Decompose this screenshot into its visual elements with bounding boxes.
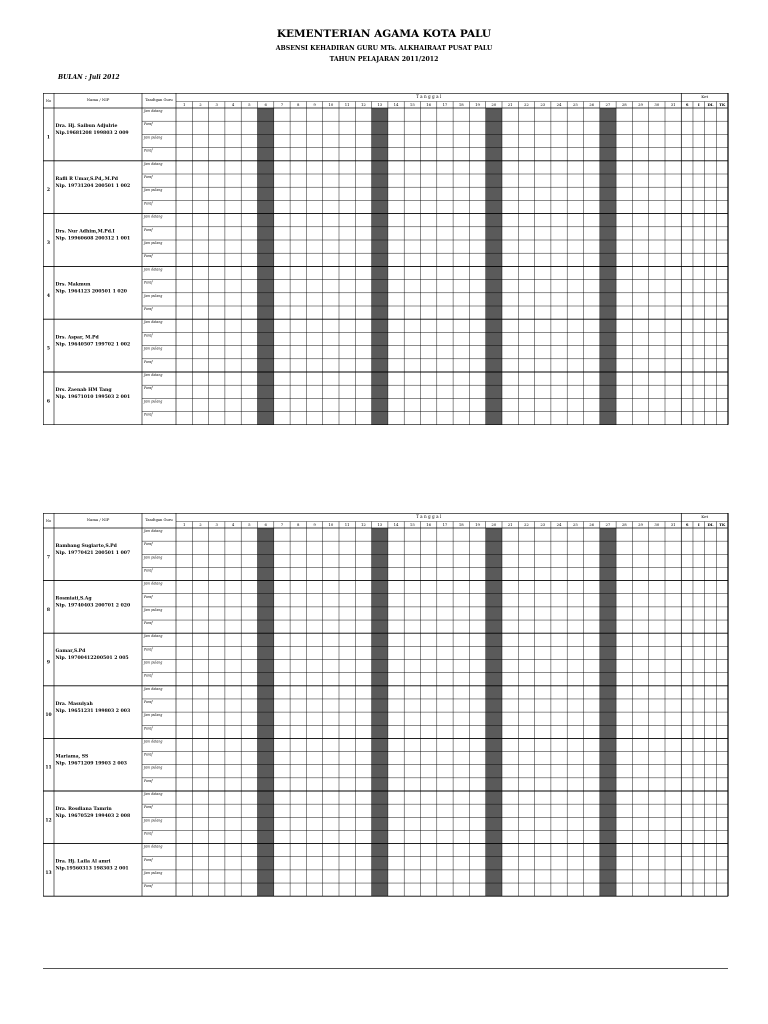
day-number: 12 — [361, 522, 366, 527]
teacher-name: Drs. Zaenab HM Tang — [55, 388, 112, 394]
day-number: 25 — [572, 102, 578, 107]
header-tanggal: T a n g g a l — [416, 514, 442, 519]
row-label: Paraf — [144, 884, 153, 889]
day-number: 20 — [491, 522, 497, 527]
day-number: 21 — [507, 522, 513, 527]
row-label: Paraf — [144, 307, 153, 311]
day-number: 2 — [199, 102, 202, 107]
row-label: Jam pulang — [144, 346, 163, 351]
day-number: 2 — [199, 522, 202, 527]
teacher-name: Dra. Hj. Laila Al amri — [55, 859, 111, 865]
day-number: 19 — [475, 522, 480, 527]
day-number: 8 — [297, 102, 300, 107]
teacher-nip: Nip. 19740403 200701 2 020 — [55, 603, 131, 609]
row-label: Paraf — [144, 726, 153, 731]
day-number: 6 — [264, 522, 267, 527]
ket-column: S — [685, 102, 689, 107]
teacher-no: 4 — [46, 293, 51, 299]
teacher-name: Rafli R Umar,S.Pd,.M.Pd — [55, 176, 118, 182]
teacher-nip: Nip. 19670529 199403 2 008 — [55, 814, 131, 820]
ket-column: DL — [707, 522, 714, 527]
row-label: Paraf — [144, 280, 153, 285]
row-label: Jam datang — [144, 373, 163, 377]
header-sign: Tandtgan Guru — [145, 518, 173, 522]
day-number: 15 — [409, 102, 415, 107]
row-label: Jam datang — [144, 267, 163, 272]
row-label: Jam datang — [144, 109, 163, 113]
row-label: Jam pulang — [144, 713, 163, 718]
teacher-nip: Nip.19560313 198303 2 001 — [55, 866, 129, 872]
teacher-nip: Nip. 19640507 199702 1 002 — [55, 342, 131, 348]
day-number: 17 — [442, 102, 448, 107]
row-label: Paraf — [144, 148, 153, 153]
day-number: 16 — [426, 522, 432, 527]
row-label: Paraf — [144, 542, 153, 547]
teacher-nip: Nip. 19671010 199503 2 001 — [55, 395, 131, 401]
day-number: 8 — [297, 522, 300, 527]
row-label: Paraf — [144, 831, 153, 836]
academic-year: TAHUN PELAJARAN 2011/2012 — [329, 56, 439, 63]
header-tanggal: T a n g g a l — [416, 94, 442, 99]
teacher-no: 2 — [46, 188, 51, 194]
ministry-title: KEMENTERIAN AGAMA KOTA PALU — [276, 28, 492, 40]
day-number: 26 — [589, 102, 595, 107]
ket-column: I — [697, 102, 700, 107]
header-ket: Ket — [701, 94, 709, 99]
day-number: 31 — [670, 102, 676, 107]
day-number: 10 — [328, 522, 334, 527]
footer-divider — [43, 968, 728, 969]
teacher-no: 6 — [46, 399, 51, 405]
row-label: Paraf — [144, 386, 153, 391]
teacher-nip: Nip.19681208 199803 2 009 — [55, 131, 129, 137]
teacher-nip: Nip. 19700412200501 2 005 — [55, 656, 129, 662]
row-label: Paraf — [144, 359, 153, 364]
row-label: Jam datang — [144, 844, 163, 849]
day-number: 23 — [540, 522, 546, 527]
row-label: Jam pulang — [144, 870, 163, 875]
row-label: Paraf — [144, 594, 153, 599]
row-label: Paraf — [144, 673, 153, 678]
day-number: 3 — [215, 522, 218, 527]
teacher-name: Rosmiati,S.Ag — [55, 596, 92, 602]
ket-column: TK — [719, 522, 726, 527]
day-number: 24 — [556, 522, 562, 527]
row-label: Paraf — [144, 254, 153, 259]
day-number: 1 — [182, 102, 186, 107]
day-number: 13 — [377, 102, 383, 107]
day-number: 12 — [361, 102, 366, 107]
row-label: Jam pulang — [144, 555, 163, 560]
day-number: 29 — [638, 102, 643, 107]
teacher-no: 9 — [46, 660, 51, 666]
ket-column: DL — [707, 102, 714, 107]
row-label: Jam pulang — [144, 607, 163, 612]
day-number: 11 — [344, 522, 350, 527]
row-label: Jam pulang — [144, 135, 163, 140]
header-no: No — [45, 518, 52, 523]
day-number: 5 — [248, 102, 251, 107]
row-label: Paraf — [144, 568, 153, 573]
row-label: Paraf — [144, 122, 153, 127]
day-number: 30 — [654, 522, 660, 527]
teacher-no: 7 — [46, 555, 51, 561]
row-label: Jam datang — [144, 529, 163, 533]
day-number: 31 — [670, 522, 676, 527]
teacher-name: Drs. Makmun — [55, 282, 91, 288]
teacher-nip: Nip. 19731204 200501 1 002 — [55, 183, 131, 189]
header-sign: Tandtgan Guru — [145, 98, 173, 102]
day-number: 23 — [540, 102, 546, 107]
day-number: 7 — [280, 522, 284, 527]
row-label: Jam datang — [144, 581, 163, 586]
row-label: Paraf — [144, 805, 153, 810]
day-number: 28 — [621, 102, 627, 107]
ket-column: S — [685, 522, 689, 527]
day-number: 15 — [409, 522, 415, 527]
day-number: 4 — [231, 102, 235, 107]
day-number: 14 — [393, 522, 399, 527]
attendance-table-page-1 — [43, 93, 729, 425]
day-number: 24 — [556, 102, 562, 107]
day-number: 4 — [231, 522, 235, 527]
row-label: Jam pulang — [144, 765, 163, 770]
teacher-name: Bambang Sugiarto,S.Pd — [55, 544, 117, 550]
row-label: Paraf — [144, 412, 153, 417]
day-number: 21 — [507, 102, 513, 107]
day-number: 10 — [328, 102, 334, 107]
row-label: Paraf — [144, 699, 153, 704]
teacher-name: Gamar,S.Pd — [55, 649, 86, 655]
row-label: Paraf — [144, 333, 153, 338]
day-number: 28 — [621, 522, 627, 527]
day-number: 9 — [313, 102, 316, 107]
row-label: Jam datang — [144, 686, 163, 691]
day-number: 29 — [638, 522, 643, 527]
day-number: 7 — [280, 102, 284, 107]
day-number: 27 — [605, 102, 611, 107]
row-label: Jam pulang — [144, 818, 163, 823]
day-number: 18 — [458, 102, 464, 107]
row-label: Jam pulang — [144, 660, 163, 665]
day-number: 9 — [313, 522, 316, 527]
day-number: 5 — [248, 522, 251, 527]
day-number: 16 — [426, 102, 432, 107]
day-number: 20 — [491, 102, 497, 107]
day-number: 11 — [344, 102, 350, 107]
teacher-nip: Nip. 19671209 19903 2 003 — [55, 761, 127, 767]
row-label: Paraf — [144, 621, 153, 626]
row-label: Jam pulang — [144, 188, 163, 193]
day-number: 6 — [264, 102, 267, 107]
teacher-no: 12 — [45, 818, 52, 824]
teacher-name: Dra. Rosdiana Tamrin — [55, 807, 112, 813]
day-number: 27 — [605, 522, 611, 527]
teacher-no: 1 — [46, 135, 51, 141]
teacher-nip: Nip. 19770421 200501 1 007 — [55, 551, 131, 557]
header-ket: Ket — [701, 514, 709, 519]
attendance-table-page-2 — [43, 513, 729, 898]
row-label: Jam pulang — [144, 399, 163, 404]
row-label: Jam datang — [144, 320, 163, 325]
day-number: 19 — [475, 102, 480, 107]
row-label: Paraf — [144, 752, 153, 757]
teacher-name: Mariama, SS — [55, 754, 89, 760]
teacher-no: 3 — [46, 241, 51, 246]
row-label: Jam datang — [144, 792, 163, 796]
teacher-name: Dra. Hj. Saibun Adjulrie — [55, 124, 118, 130]
day-number: 18 — [458, 522, 464, 527]
header-name: Nama / NIP — [86, 97, 110, 102]
day-number: 13 — [377, 522, 383, 527]
day-number: 1 — [182, 522, 186, 527]
day-number: 3 — [215, 102, 218, 107]
day-number: 22 — [524, 102, 529, 107]
teacher-nip: Nip. 1964123 200501 1 020 — [55, 289, 127, 295]
teacher-no: 5 — [46, 346, 51, 352]
teacher-nip: Nip. 19651231 199803 2 003 — [55, 708, 131, 714]
row-label: Jam datang — [144, 161, 163, 166]
month-label: BULAN : Juli 2012 — [58, 74, 120, 81]
day-number: 25 — [572, 522, 578, 527]
row-label: Paraf — [144, 227, 153, 232]
teacher-no: 8 — [46, 607, 51, 613]
row-label: Jam pulang — [144, 293, 163, 298]
day-number: 14 — [393, 102, 399, 107]
row-label: Paraf — [144, 857, 153, 862]
row-label: Paraf — [144, 201, 153, 206]
row-label: Paraf — [144, 778, 153, 783]
ket-column: TK — [719, 102, 726, 107]
teacher-name: Drs. Nur Adhim,M.Pd.I — [55, 229, 115, 235]
teacher-no: 10 — [45, 713, 52, 719]
row-label: Jam datang — [144, 214, 163, 219]
row-label: Paraf — [144, 647, 153, 652]
row-label: Jam datang — [144, 634, 163, 639]
header-no: No — [45, 98, 52, 103]
teacher-name: Dra. Masuiyah — [55, 701, 93, 707]
teacher-nip: Nip. 19960608 200312 1 001 — [55, 236, 131, 242]
teacher-no: 13 — [45, 870, 52, 876]
row-label: Jam datang — [144, 739, 163, 744]
row-label: Paraf — [144, 175, 153, 179]
document-subtitle: ABSENSI KEHADIRAN GURU MTs. ALKHAIRAAT PUSAT PALU — [275, 45, 493, 52]
day-number: 26 — [589, 522, 595, 527]
teacher-no: 11 — [45, 765, 52, 771]
ket-column: I — [697, 522, 700, 527]
day-number: 22 — [524, 522, 529, 527]
header-name: Nama / NIP — [86, 517, 110, 522]
day-number: 17 — [442, 522, 448, 527]
row-label: Jam pulang — [144, 241, 163, 245]
day-number: 30 — [654, 102, 660, 107]
teacher-name: Drs. Aspar, M.Pd — [55, 335, 99, 341]
